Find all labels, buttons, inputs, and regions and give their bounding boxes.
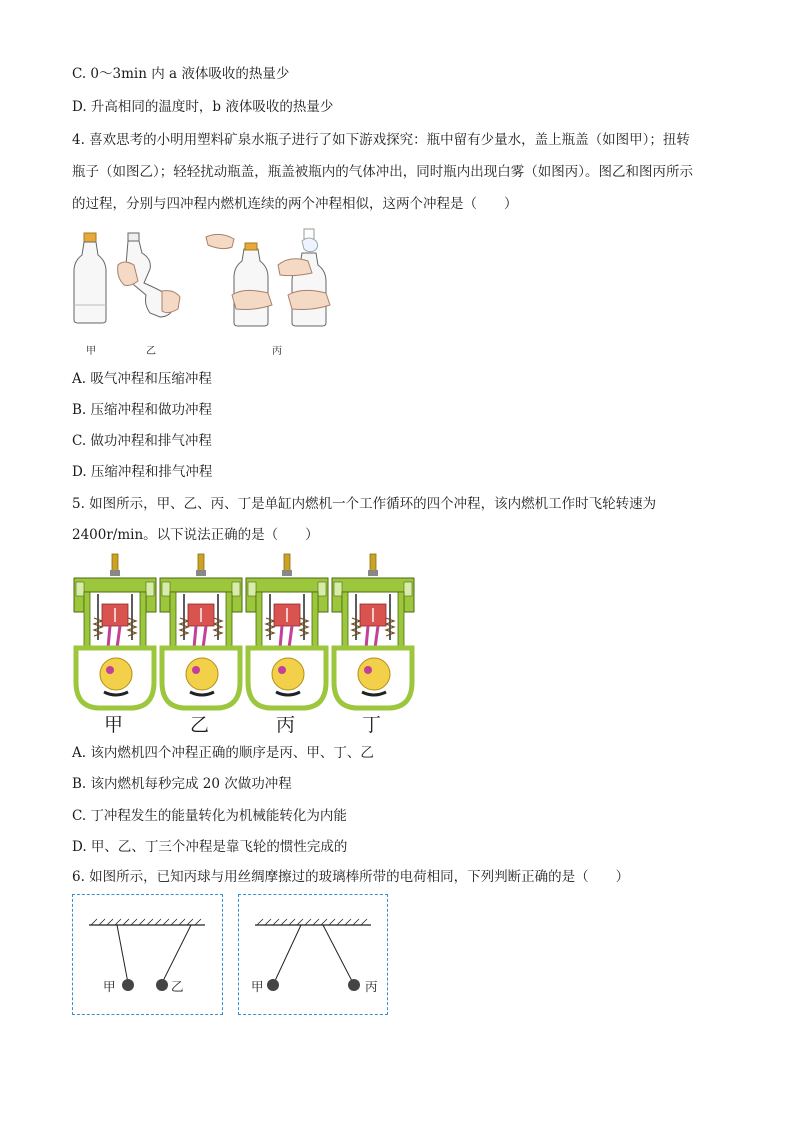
q4-bottle-figure: [68, 225, 348, 340]
q6-right-diagram: [239, 895, 387, 1014]
q5-engine-label-bing: 丙: [276, 714, 296, 736]
q3-option-c: C. 0～3min 内 a 液体吸收的热量少: [72, 66, 290, 82]
q5-option-c: C. 丁冲程发生的能量转化为机械能转化为内能: [72, 808, 347, 824]
q4-label-yi: 乙: [146, 346, 156, 357]
q5-engine-label-jia: 甲: [104, 714, 124, 736]
q5-option-b: B. 该内燃机每秒完成 20 次做功冲程: [72, 776, 292, 792]
q4-stem-line1: 4. 喜欢思考的小明用塑料矿泉水瓶子进行了如下游戏探究：瓶中留有少量水，盖上瓶盖（如图甲）；扭转: [72, 132, 690, 148]
q6-left-label-yi: 乙: [171, 979, 184, 994]
q5-option-a: A. 该内燃机四个冲程正确的顺序是丙、甲、丁、乙: [72, 745, 374, 761]
q6-right-label-bing: 丙: [365, 979, 378, 994]
q4-option-b: B. 压缩冲程和做功冲程: [72, 402, 213, 418]
q6-left-panel: [72, 894, 223, 1015]
q4-option-c: C. 做功冲程和排气冲程: [72, 433, 212, 449]
bottle-yi: [118, 233, 180, 317]
q4-stem-line3: 的过程，分别与四冲程内燃机连续的两个冲程相似，这两个冲程是（ ）: [72, 196, 518, 212]
q4-label-bing: 丙: [272, 346, 282, 357]
q6-stem: 6. 如图所示，已知丙球与用丝绸摩擦过的玻璃棒所带的电荷相同，下列判断正确的是（ ）: [72, 869, 630, 885]
q6-left-label-jia: 甲: [103, 979, 116, 994]
q5-option-d: D. 甲、乙、丁三个冲程是靠飞轮的惯性完成的: [72, 839, 348, 855]
bottle-jia: [74, 233, 106, 323]
q4-option-a: A. 吸气冲程和压缩冲程: [72, 371, 212, 387]
q6-left-diagram: [73, 895, 222, 1014]
bottle-bing: [278, 229, 330, 326]
bottle-cap-push: [206, 234, 272, 326]
q4-stem-line2: 瓶子（如图乙）；轻轻扰动瓶盖，瓶盖被瓶内的气体冲出，同时瓶内出现白雾（如图丙）。图乙和图丙所示: [72, 164, 693, 180]
q4-option-d: D. 压缩冲程和排气冲程: [72, 464, 213, 480]
q4-label-jia: 甲: [86, 346, 96, 357]
q3-option-d: D. 升高相同的温度时，b 液体吸收的热量少: [72, 99, 334, 115]
q6-right-panel: [238, 894, 388, 1015]
q5-stem-line1: 5. 如图所示，甲、乙、丙、丁是单缸内燃机一个工作循环的四个冲程，该内燃机工作时飞轮转速为: [72, 496, 657, 512]
q6-right-label-jia: 甲: [251, 979, 264, 994]
q5-engine-label-ding: 丁: [362, 714, 382, 736]
q5-engine-label-yi: 乙: [190, 714, 210, 736]
q5-stem-line2: 2400r/min。以下说法正确的是（ ）: [72, 527, 319, 543]
q5-engine-figure: [70, 552, 420, 712]
